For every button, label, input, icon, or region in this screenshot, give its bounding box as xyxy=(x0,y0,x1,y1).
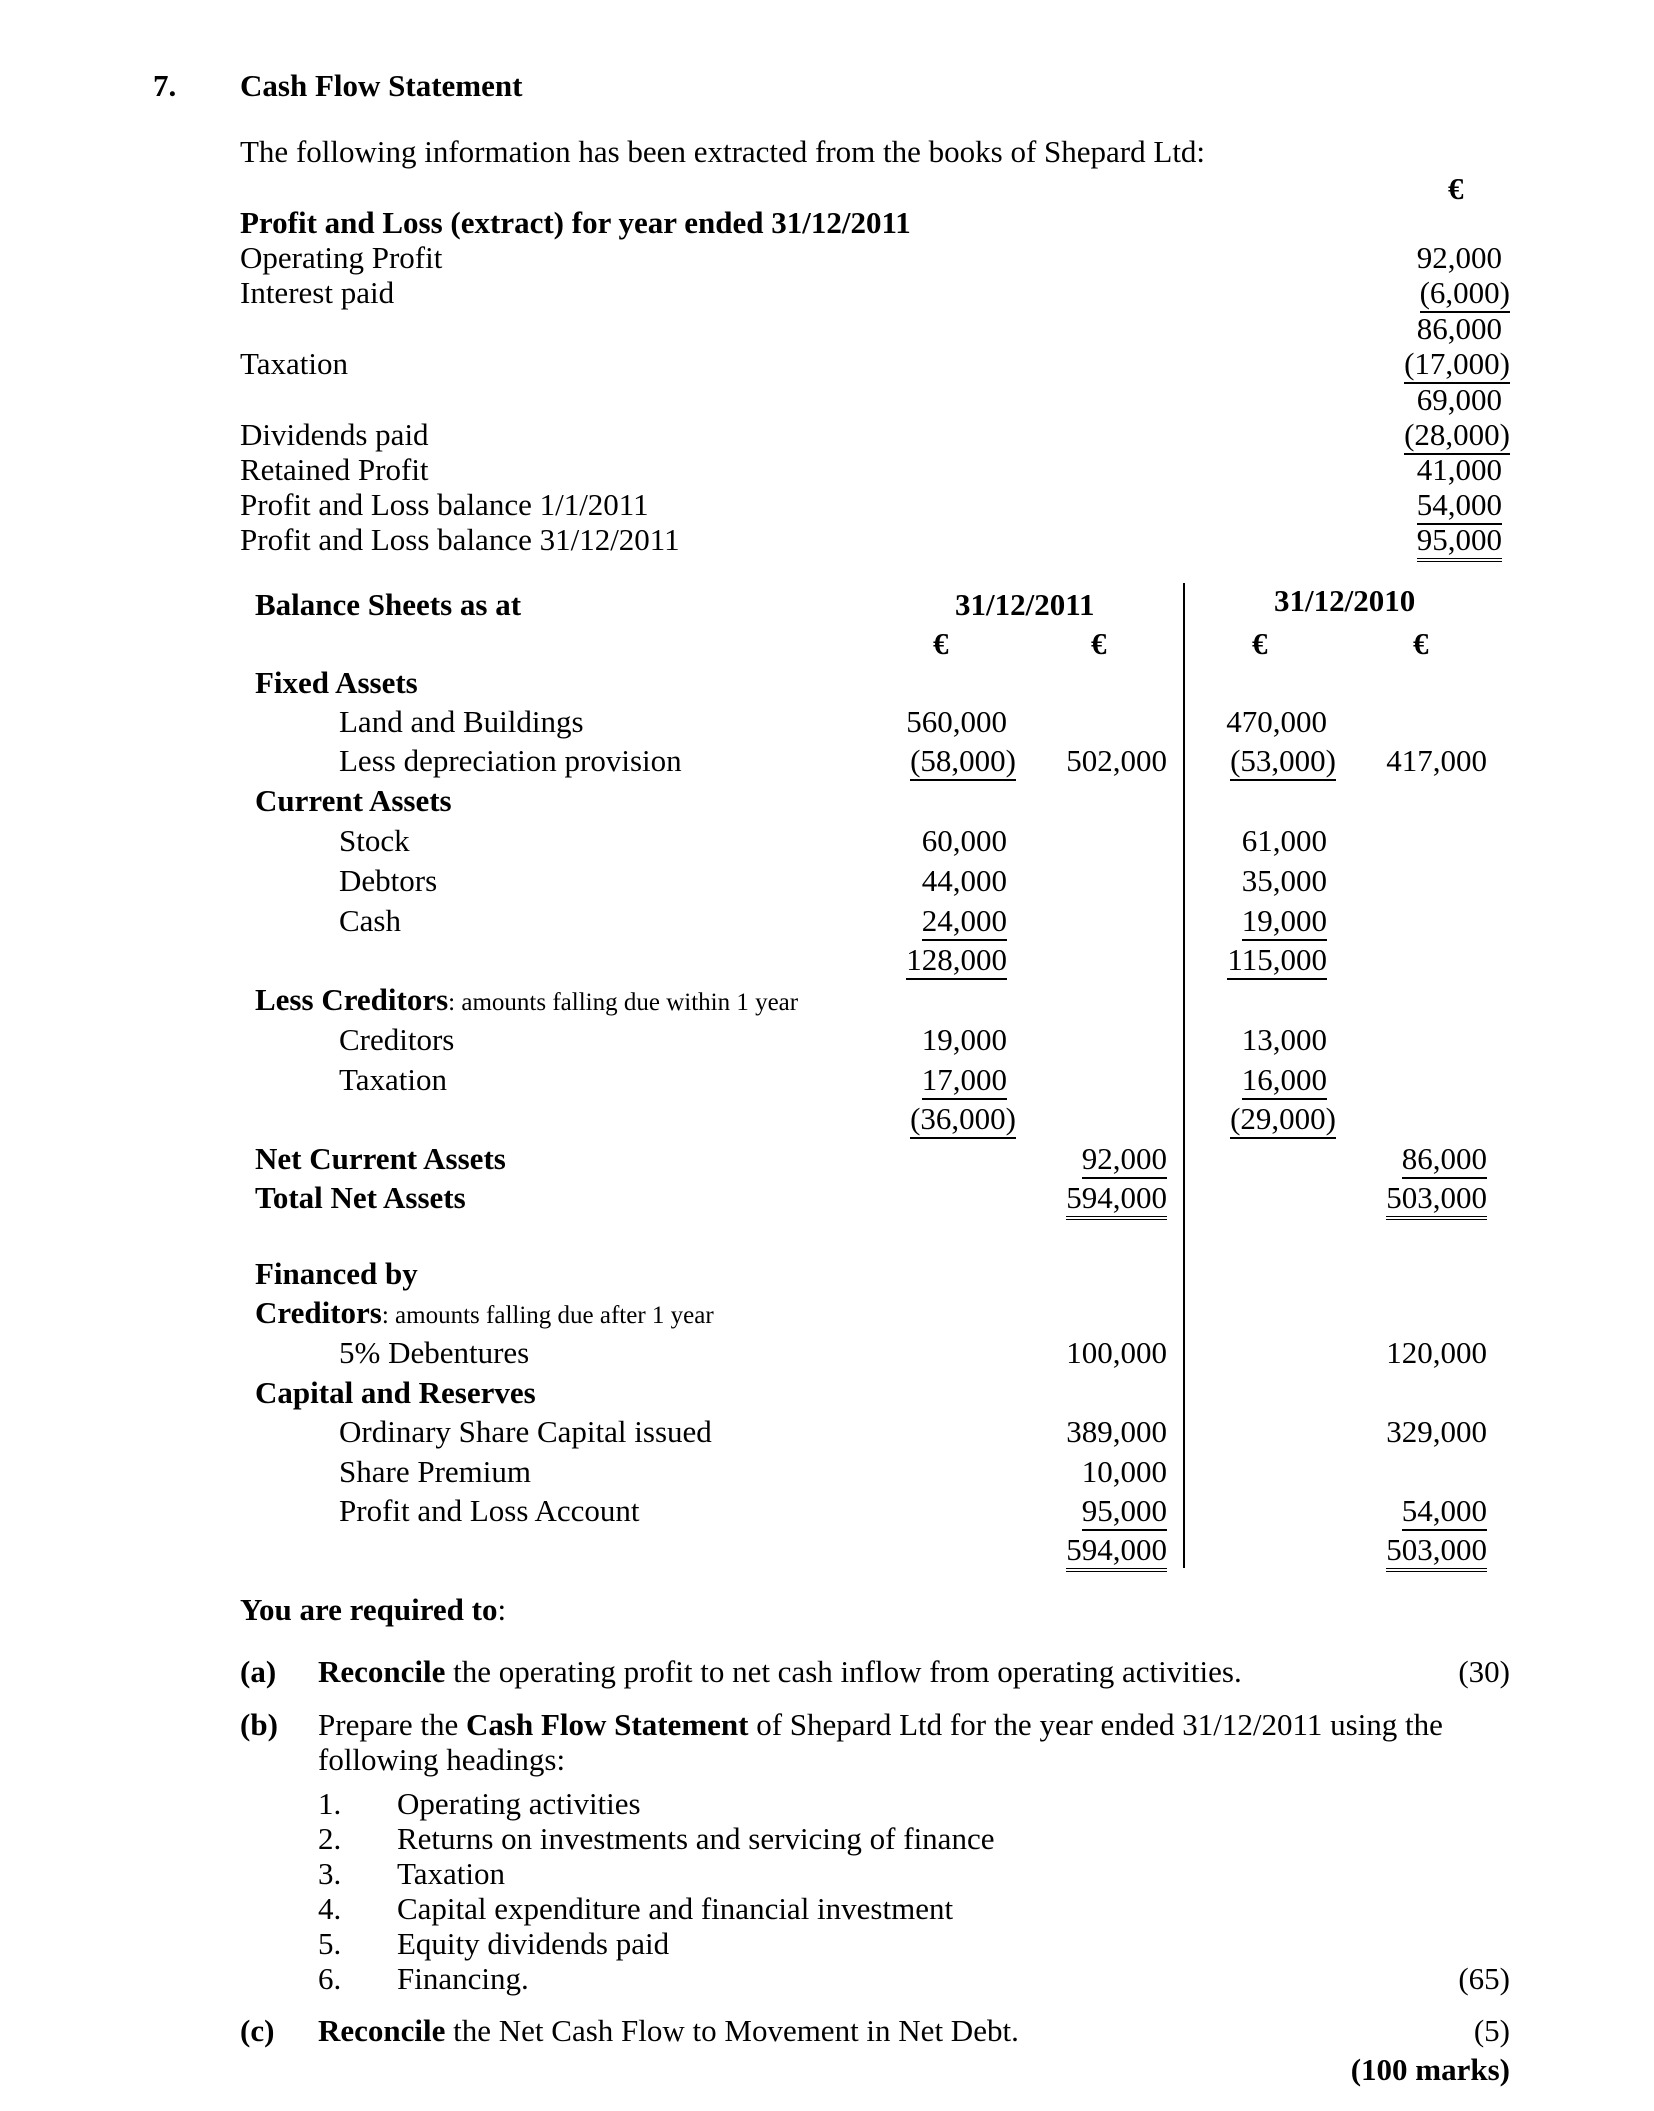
pl-label-retained-profit: Retained Profit xyxy=(240,452,429,487)
bs-2011-cash: 24,000 xyxy=(922,903,1007,941)
req-b-item-text: Operating activities xyxy=(397,1786,641,1821)
pl-value-subtotal-1: 86,000 xyxy=(1416,311,1502,346)
bs-2011-cl-total: (36,000) xyxy=(910,1101,1016,1139)
req-a-marks: (30) xyxy=(1458,1654,1510,1689)
pl-value-taxation: (17,000) xyxy=(1404,346,1510,384)
bs-2011-pl-account: 95,000 xyxy=(1082,1493,1167,1531)
req-b-line2: following headings: xyxy=(318,1742,566,1777)
bs-depreciation: Less depreciation provision xyxy=(339,743,682,778)
req-b-item-text: Financing. xyxy=(397,1961,529,1996)
pl-value-dividends-paid: (28,000) xyxy=(1404,417,1510,455)
bs-2011-creditors: 19,000 xyxy=(921,1022,1007,1057)
bs-2011-total: 594,000 xyxy=(1066,1532,1167,1572)
question-title: Cash Flow Statement xyxy=(240,68,523,103)
pl-label-closing-balance: Profit and Loss balance 31/12/2011 xyxy=(240,522,680,557)
bs-2010-cl-total: (29,000) xyxy=(1230,1101,1336,1139)
bs-2011-depreciation: (58,000) xyxy=(910,743,1016,781)
bs-share-premium: Share Premium xyxy=(339,1454,531,1489)
req-b-text-row xyxy=(318,1709,1443,1740)
bs-pl-account: Profit and Loss Account xyxy=(339,1493,640,1528)
bs-2010-total-net-assets: 503,000 xyxy=(1386,1180,1487,1220)
req-a-bold: Reconcile xyxy=(318,1654,446,1689)
pl-label-interest-paid: Interest paid xyxy=(240,275,395,310)
req-a-text-row xyxy=(318,1656,1242,1687)
bs-euro-2011-a: € xyxy=(933,626,949,661)
bs-2011-taxation: 17,000 xyxy=(922,1062,1007,1100)
pl-value-opening-balance: 54,000 xyxy=(1417,487,1502,525)
bs-euro-2010-a: € xyxy=(1252,626,1268,661)
req-a-text: the operating profit to net cash inflow from operating activities. xyxy=(445,1654,1242,1689)
pl-currency: € xyxy=(1448,171,1464,206)
req-b-item-num: 3. xyxy=(318,1856,342,1891)
req-b-item-num: 2. xyxy=(318,1821,342,1856)
bs-2010-net-current-assets: 86,000 xyxy=(1402,1141,1487,1179)
bs-2011-ca-total: 128,000 xyxy=(906,942,1007,980)
bs-2010-total: 503,000 xyxy=(1386,1532,1487,1572)
requirements-heading-row xyxy=(240,1594,506,1625)
pl-label-dividends-paid: Dividends paid xyxy=(240,417,429,452)
pl-value-operating-profit: 92,000 xyxy=(1416,240,1502,275)
bs-stock: Stock xyxy=(339,823,410,858)
bs-2011-debtors: 44,000 xyxy=(921,863,1007,898)
bs-2011-debentures: 100,000 xyxy=(1066,1335,1167,1370)
bs-net-current-assets: Net Current Assets xyxy=(255,1141,506,1176)
bs-financed-by: Financed by xyxy=(255,1256,418,1291)
bs-2010-ordinary-share: 329,000 xyxy=(1386,1414,1487,1449)
bs-creditors-head: Creditors xyxy=(255,1295,382,1330)
pl-value-closing-balance: 95,000 xyxy=(1417,522,1502,562)
req-b-item-text: Capital expenditure and financial investment xyxy=(397,1891,954,1926)
pl-label-operating-profit: Operating Profit xyxy=(240,240,443,275)
req-b-item-text: Returns on investments and servicing of finance xyxy=(397,1821,995,1856)
requirements-colon: : xyxy=(497,1592,507,1627)
bs-2010-taxation: 16,000 xyxy=(1242,1062,1327,1100)
req-b-item-num: 4. xyxy=(318,1891,342,1926)
req-c-text-row xyxy=(318,2015,1019,2046)
req-c-bold: Reconcile xyxy=(318,2013,446,2048)
req-c-label: (c) xyxy=(240,2013,275,2048)
bs-current-assets: Current Assets xyxy=(255,783,452,818)
req-b-post: of Shepard Ltd for the year ended 31/12/2011 using the xyxy=(748,1707,1443,1742)
bs-2010-ca-total: 115,000 xyxy=(1227,942,1327,980)
bs-creditors: Creditors xyxy=(339,1022,455,1057)
pl-value-interest-paid: (6,000) xyxy=(1420,275,1510,313)
bs-cash: Cash xyxy=(339,903,401,938)
bs-less-creditors: Less Creditors xyxy=(255,982,449,1017)
bs-2011-share-premium: 10,000 xyxy=(1081,1454,1167,1489)
bs-debtors: Debtors xyxy=(339,863,438,898)
pl-label-taxation: Taxation xyxy=(240,346,349,381)
pl-value-subtotal-2: 69,000 xyxy=(1416,382,1502,417)
bs-2010-pl-account: 54,000 xyxy=(1402,1493,1487,1531)
req-b-pre: Prepare the xyxy=(318,1707,467,1742)
bs-2010-debentures: 120,000 xyxy=(1386,1335,1487,1370)
req-b-item-text: Taxation xyxy=(397,1856,506,1891)
bs-2010-cash: 19,000 xyxy=(1242,903,1327,941)
bs-2010-depreciation: (53,000) xyxy=(1230,743,1336,781)
bs-total-net-assets: Total Net Assets xyxy=(255,1180,466,1215)
bs-debentures: 5% Debentures xyxy=(339,1335,530,1370)
bs-2010-debtors: 35,000 xyxy=(1241,863,1327,898)
bs-heading: Balance Sheets as at xyxy=(255,587,522,622)
req-c-marks: (5) xyxy=(1473,2013,1510,2048)
bs-taxation: Taxation xyxy=(339,1062,448,1097)
bs-2011-land: 560,000 xyxy=(906,704,1007,739)
intro-text: The following information has been extracted from the books of Shepard Ltd: xyxy=(240,134,1206,169)
req-b-marks: (65) xyxy=(1458,1961,1510,1996)
bs-euro-2010-b: € xyxy=(1413,626,1429,661)
req-c-text: the Net Cash Flow to Movement in Net Debt. xyxy=(445,2013,1019,2048)
bs-2010-fixed-net: 417,000 xyxy=(1386,743,1487,778)
bs-capital-reserves: Capital and Reserves xyxy=(255,1375,536,1410)
bs-ordinary-share: Ordinary Share Capital issued xyxy=(339,1414,712,1449)
req-b-item-num: 1. xyxy=(318,1786,342,1821)
question-number: 7. xyxy=(153,68,177,103)
bs-date-2010: 31/12/2010 xyxy=(1274,583,1416,618)
bs-creditors-after-note: : amounts falling due after 1 year xyxy=(381,1302,714,1329)
req-b-item-num: 6. xyxy=(318,1961,342,1996)
bs-2010-stock: 61,000 xyxy=(1241,823,1327,858)
bs-less-creditors-note: : amounts falling due within 1 year xyxy=(448,989,799,1016)
req-b-item-text: Equity dividends paid xyxy=(397,1926,670,1961)
bs-2011-total-net-assets: 594,000 xyxy=(1066,1180,1167,1220)
bs-2011-stock: 60,000 xyxy=(921,823,1007,858)
bs-2010-land: 470,000 xyxy=(1226,704,1327,739)
bs-euro-2011-b: € xyxy=(1091,626,1107,661)
req-b-bold: Cash Flow Statement xyxy=(466,1707,749,1742)
bs-fixed-assets: Fixed Assets xyxy=(255,665,418,700)
bs-2011-fixed-net: 502,000 xyxy=(1066,743,1167,778)
column-divider xyxy=(1183,583,1185,1568)
bs-2011-ordinary-share: 389,000 xyxy=(1066,1414,1167,1449)
req-a-label: (a) xyxy=(240,1654,277,1689)
bs-less-creditors-row xyxy=(255,984,798,1015)
pl-heading: Profit and Loss (extract) for year ended 31/12/2011 xyxy=(240,205,911,240)
bs-date-2011: 31/12/2011 xyxy=(955,587,1095,622)
total-marks: (100 marks) xyxy=(1350,2052,1510,2087)
pl-label-opening-balance: Profit and Loss balance 1/1/2011 xyxy=(240,487,649,522)
bs-2010-creditors: 13,000 xyxy=(1241,1022,1327,1057)
pl-value-retained-profit: 41,000 xyxy=(1416,452,1502,487)
bs-creditors-after-row xyxy=(255,1297,714,1328)
requirements-heading: You are required to xyxy=(240,1592,498,1627)
bs-2011-net-current-assets: 92,000 xyxy=(1082,1141,1167,1179)
bs-land: Land and Buildings xyxy=(339,704,584,739)
req-b-item-num: 5. xyxy=(318,1926,342,1961)
req-b-label: (b) xyxy=(240,1707,278,1742)
